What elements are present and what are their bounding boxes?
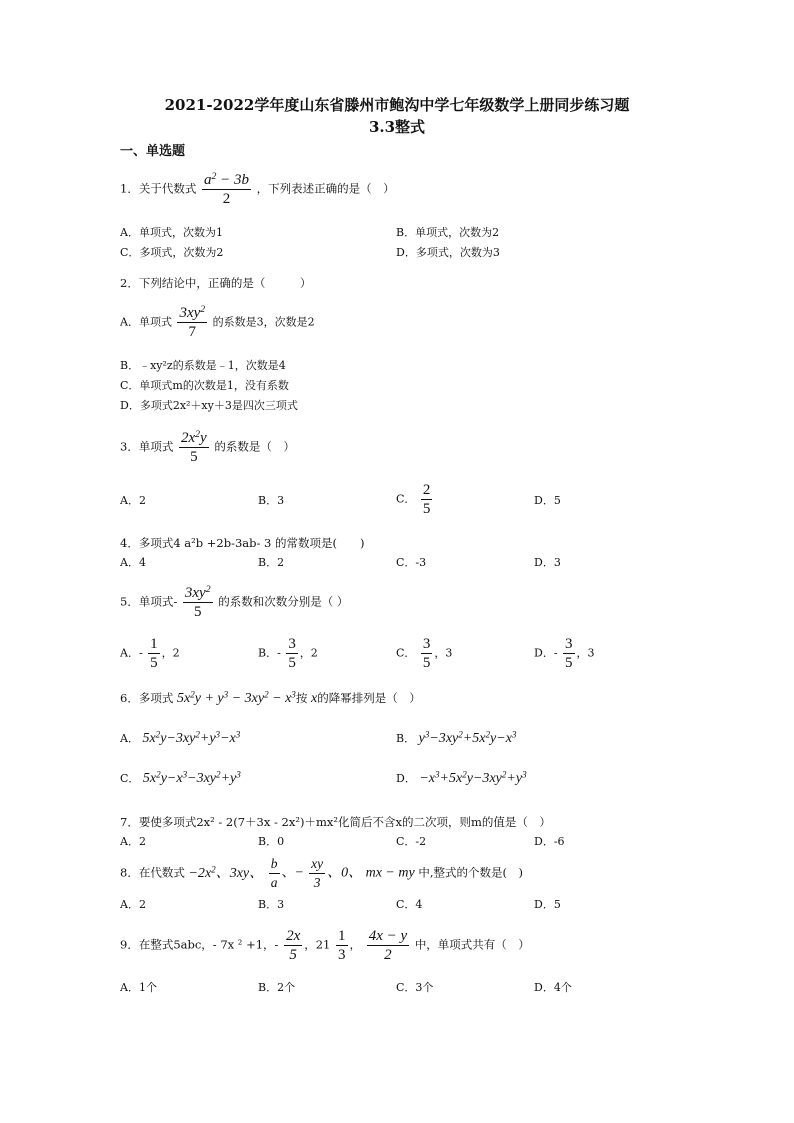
option-d[interactable]: D．5 [534,494,561,507]
option-c[interactable]: C．单项式m的次数是1，没有系数 [120,379,289,392]
option-b[interactable]: B．﹣xy²z的系数是﹣1，次数是4 [120,359,286,372]
question-3 [120,430,295,465]
page-subtitle: 3.3整式 [368,118,426,136]
option-b[interactable]: B． $y^3-3xy^2+5x^2y-x^3$ [396,729,517,746]
question-2 [120,275,311,291]
question-number: 9． [120,937,139,952]
fraction: $\frac{1}{5}$ [150,636,158,671]
question-number: 7． [120,815,139,829]
fraction: $\frac{4x - y}{2}$ [368,928,408,963]
question-number: 4． [120,536,139,550]
question-text: 的降幂排列是（ ） [317,691,421,705]
option-b[interactable]: B．单项式，次数为2 [396,226,500,239]
option-c[interactable]: C． $\frac{2}{5}$ [396,482,431,517]
question-5 [120,585,348,620]
option-d[interactable]: D．多项式2x²＋xy＋3是四次三项式 [120,399,298,412]
question-text: 单项式- [138,594,178,609]
question-number: 5． [120,594,139,609]
fraction: $\frac{1}{3}$ [338,928,346,963]
option-a[interactable]: A． $5x^2y-3xy^2+y^3-x^3$ [120,729,241,746]
fraction: $\frac{3}{5}$ [288,636,296,671]
option-c[interactable]: C．-2 [396,835,427,848]
question-number: 6． [120,691,139,705]
question-text: 多项式4 a²b +2b-3ab- 3 的常数项是( ) [138,536,365,550]
question-9: 9．在整式5abc，- 7x ² +1，- $\frac{2x}{5}$ ，21 $\frac{1}{3}$ ， $\frac{4x - y}{2}$ 中，单项式共有（ ） [120,928,530,963]
option-c[interactable]: C．3个 [396,981,434,994]
option-a[interactable]: A．单项式，次数为1 [120,226,223,239]
question-text: 要使多项式2x² - 2(7＋3x - 2x²)＋mx²化简后不含x的二次项，则m的值是（ ） [138,815,551,829]
option-b[interactable]: B．2 [258,556,285,569]
option-a[interactable]: A．单项式 $\frac{3xy^2}{7}$ 的系数是3，次数是2 [120,304,315,340]
option-c[interactable]: C． $5x^2y-x^3-3xy^2+y^3$ [120,769,241,786]
option-c[interactable]: C．4 [396,898,423,911]
option-c[interactable]: C． $\frac{3}{5}$ ，3 [396,636,453,671]
option-c[interactable]: C．-3 [396,556,427,569]
option-b[interactable]: B．3 [258,494,285,507]
option-d[interactable]: D．4个 [534,981,572,994]
option-a[interactable]: A．2 [120,835,146,848]
fraction: $\frac{a^2 - 3b}{2}$ [203,171,249,207]
option-b[interactable]: B．3 [258,898,285,911]
question-text: 单项式 [138,439,174,454]
question-text: ，下列表述正确的是（ ） [256,181,395,196]
option-d[interactable]: D． $-x^3+5x^2y-3xy^2+y^3$ [396,769,527,786]
question-text: 在整式5abc，- 7x ² +1，- [138,937,279,952]
question-number: 2． [120,276,139,290]
option-d[interactable]: D．-6 [534,835,565,848]
fraction: $\frac{2}{5}$ [422,482,431,517]
section-heading: 一、单选题 [120,144,186,159]
fraction: $\frac{b}{a}$ [270,856,278,890]
question-text: 下列结论中，正确的是（ ） [138,276,312,290]
fraction: $\frac{3xy^2}{7}$ [179,304,206,340]
question-number: 3． [120,439,139,454]
question-text: 多项式 [138,691,174,705]
question-text: 的系数是（ ） [214,439,295,454]
option-c[interactable]: C．多项式，次数为2 [120,246,224,259]
question-number: 8． [120,865,139,880]
question-1 [120,172,395,207]
question-text: 中,整式的个数是( ) [418,865,523,880]
option-b[interactable]: B．- $\frac{3}{5}$ ，2 [258,636,318,671]
page-title: 2021-2022学年度山东省滕州市鲍沟中学七年级数学上册同步练习题 [164,96,630,114]
fraction: $\frac{3}{5}$ [422,636,431,671]
question-7 [120,814,551,830]
question-text: 关于代数式 [138,181,197,196]
option-a[interactable]: A．4 [120,556,146,569]
option-a[interactable]: A．- $\frac{1}{5}$ ，2 [120,636,180,671]
option-b[interactable]: B．0 [258,835,285,848]
fraction: $\frac{2x}{5}$ [286,928,301,963]
question-number: 1． [120,181,139,196]
question-text: 在代数式 [138,865,185,880]
option-a[interactable]: A．2 [120,898,146,911]
option-d[interactable]: D．- $\frac{3}{5}$ ，3 [534,636,595,671]
fraction: $\frac{3xy^2}{5}$ [184,584,211,620]
option-d[interactable]: D．5 [534,898,561,911]
question-text: 的系数和次数分别是（ ） [218,594,349,609]
fraction: $\frac{3}{5}$ [565,636,573,671]
question-text: 中，单项式共有（ ） [414,937,530,952]
option-d[interactable]: D．多项式，次数为3 [396,246,500,259]
question-6: 6．多项式 $5x^2y + y^3 - 3xy^2 - x^3$按 x的降幂排列是（ ） [120,689,421,706]
option-b[interactable]: B．2个 [258,981,296,994]
option-a[interactable]: A．2 [120,494,146,507]
question-8: 8．在代数式 $-2x^2$、3xy、 $\frac{b}{a}$ 、− $\frac{xy}{3}$ 、0、 mx − my 中,整式的个数是( ) [120,856,523,890]
polynomial: $5x^2y + y^3 - 3xy^2 - x^3$ [176,689,296,706]
option-a[interactable]: A．1个 [120,981,157,994]
question-4 [120,535,365,551]
fraction: $\frac{xy}{3}$ [311,856,324,890]
option-d[interactable]: D．3 [534,556,561,569]
fraction: $\frac{2x^2y}{5}$ [180,429,207,465]
